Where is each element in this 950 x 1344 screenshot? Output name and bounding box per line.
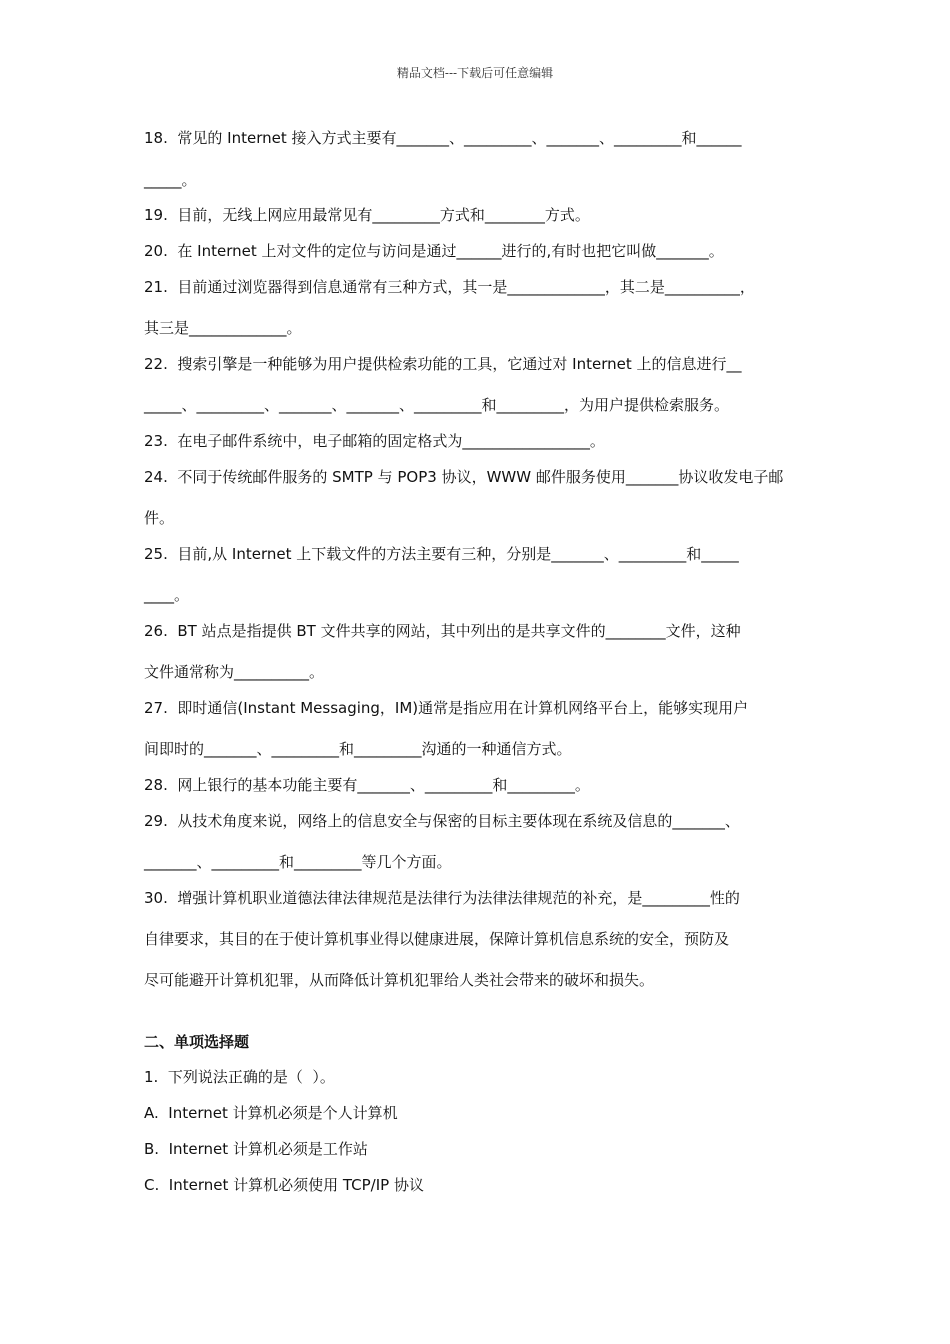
question-line: 28. 网上银行的基本功能主要有_______、_________和_________。 — [144, 776, 590, 794]
page-header: 精品文档---下载后可任意编辑 — [396, 66, 554, 80]
question-line: 23. 在电子邮件系统中，电子邮箱的固定格式为_________________。 — [144, 432, 605, 450]
question-line: 24. 不同于传统邮件服务的 SMTP 与 POP3 协议，WWW 邮件服务使用_______协议收发电子邮 — [144, 468, 784, 486]
question-line: 27. 即时通信(Instant Messaging，IM)通常是指应用在计算机网络平台上，能够实现用户 — [144, 699, 749, 717]
question-line: 22. 搜索引擎是一种能够为用户提供检索功能的工具，它通过对 Internet 上的信息进行__ — [144, 355, 742, 373]
choice-question: 1. 下列说法正确的是（ ）。 — [144, 1068, 335, 1086]
question-line: 29. 从技术角度来说，网络上的信息安全与保密的目标主要体现在系统及信息的_______、 — [144, 812, 740, 830]
question-line: 文件通常称为__________。 — [144, 663, 325, 681]
question-line: 自律要求，其目的在于使计算机事业得以健康进展，保障计算机信息系统的安全，预防及 — [144, 930, 730, 948]
question-line: 19. 目前，无线上网应用最常见有_________方式和________方式。 — [144, 206, 590, 224]
question-line: 30. 增强计算机职业道德法律法律规范是法律行为法律法律规范的补充，是_________性的 — [144, 889, 740, 907]
question-line: _______、_________和_________等几个方面。 — [144, 853, 452, 871]
question-line: 尽可能避开计算机犯罪，从而降低计算机犯罪给人类社会带来的破坏和损失。 — [144, 971, 655, 989]
question-line: 件。 — [144, 509, 175, 527]
question-line: 25. 目前,从 Internet 上下载文件的方法主要有三种，分别是_______、_________和_____ — [144, 545, 739, 563]
choice-option: A. Internet 计算机必须是个人计算机 — [144, 1104, 398, 1122]
question-line: 21. 目前通过浏览器得到信息通常有三种方式，其一是_____________，其二是__________， — [144, 278, 755, 296]
question-line: 其三是_____________。 — [144, 319, 302, 337]
section-title: 二、单项选择题 — [144, 1033, 250, 1051]
question-line: 20. 在 Internet 上对文件的定位与访问是通过______进行的,有时也把它叫做_______。 — [144, 242, 724, 260]
question-line: 26. BT 站点是指提供 BT 文件共享的网站，其中列出的是共享文件的________文件，这种 — [144, 622, 741, 640]
question-line: 间即时的_______、_________和_________沟通的一种通信方式。 — [144, 740, 572, 758]
choice-option: C. Internet 计算机必须使用 TCP/IP 协议 — [144, 1176, 424, 1194]
question-line: _____、_________、_______、_______、_________和_________，为用户提供检索服务。 — [144, 396, 730, 414]
choice-option: B. Internet 计算机必须是工作站 — [144, 1140, 368, 1158]
question-line: ____。 — [144, 586, 190, 604]
question-line: _____。 — [144, 171, 197, 189]
question-line: 18. 常见的 Internet 接入方式主要有_______、_________、_______、_________和______ — [144, 129, 742, 147]
